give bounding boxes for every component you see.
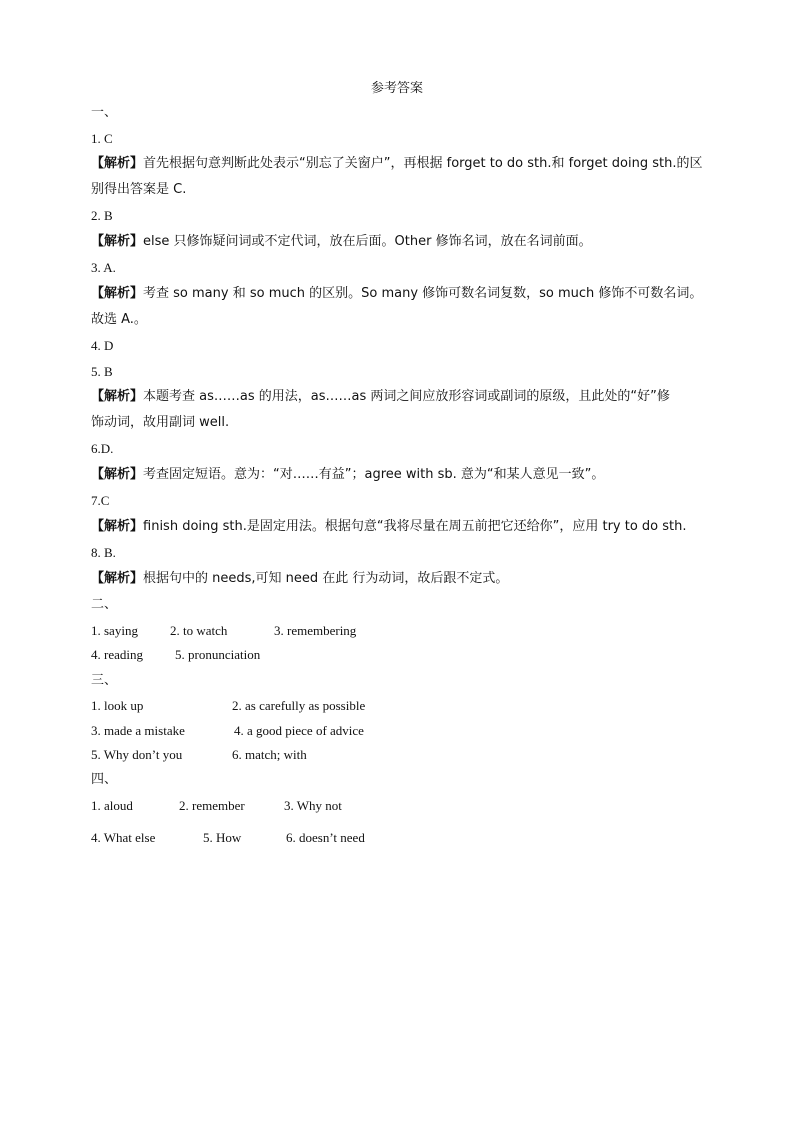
analysis-tag: 【解析】 bbox=[91, 286, 144, 301]
answer-4: 4. D bbox=[91, 338, 114, 353]
analysis-tag: 【解析】 bbox=[91, 389, 144, 404]
analysis-text: 本题考查 as……as 的用法，as……as 两词之间应放形容词或副词的原级，且此处的“好”修 bbox=[143, 389, 670, 404]
section-1-heading: 一、 bbox=[91, 105, 118, 120]
answer-cell: 2. as carefully as possible bbox=[232, 698, 366, 713]
analysis-1-continued: 别得出答案是 C. bbox=[91, 182, 187, 197]
analysis-tag: 【解析】 bbox=[91, 467, 144, 482]
analysis-tag: 【解析】 bbox=[91, 571, 144, 586]
analysis-7 bbox=[91, 518, 711, 536]
answer-cell: 3. made a mistake bbox=[91, 723, 185, 738]
answer-cell: 4. a good piece of advice bbox=[234, 723, 364, 738]
analysis-tag: 【解析】 bbox=[91, 519, 144, 534]
answer-3: 3. A. bbox=[91, 260, 116, 275]
analysis-3 bbox=[91, 285, 711, 303]
answer-cell: 5. pronunciation bbox=[175, 647, 261, 662]
analysis-8 bbox=[91, 570, 711, 588]
analysis-text: 考查 so many 和 so much 的区别。So many 修饰可数名词复数，so much 修饰不可数名词。 bbox=[143, 286, 703, 301]
page-title: 参考答案 bbox=[370, 81, 423, 96]
section-4-heading: 四、 bbox=[91, 772, 118, 787]
section-2-heading: 二、 bbox=[91, 597, 118, 612]
answer-1: 1. C bbox=[91, 131, 113, 146]
analysis-text: 考查固定短语。意为：“对……有益”；agree with sb. 意为“和某人意见一致”。 bbox=[143, 467, 605, 482]
analysis-5-continued: 饰动词，故用副词 well. bbox=[91, 415, 230, 430]
analysis-text: finish doing sth.是固定用法。根据句意“我将尽量在周五前把它还给你”，应用 try to do sth. bbox=[143, 519, 687, 534]
answer-cell: 1. look up bbox=[91, 698, 144, 713]
answer-cell: 3. remembering bbox=[274, 623, 357, 638]
analysis-3-continued: 故选 A.。 bbox=[91, 312, 147, 327]
analysis-5 bbox=[91, 388, 711, 406]
answer-8: 8. B. bbox=[91, 545, 116, 560]
answer-cell: 5. How bbox=[203, 830, 242, 845]
answer-cell: 1. saying bbox=[91, 623, 138, 638]
answer-cell: 4. What else bbox=[91, 830, 156, 845]
analysis-text: else 只修饰疑问词或不定代词，放在后面。Other 修饰名词，放在名词前面。 bbox=[143, 234, 592, 249]
answer-cell: 2. to watch bbox=[170, 623, 228, 638]
answer-6: 6.D. bbox=[91, 441, 114, 456]
answer-cell: 6. match; with bbox=[232, 747, 307, 762]
analysis-tag: 【解析】 bbox=[91, 156, 144, 171]
answer-cell: 3. Why not bbox=[284, 798, 342, 813]
answer-cell: 2. remember bbox=[179, 798, 245, 813]
analysis-1 bbox=[91, 155, 711, 173]
answer-cell: 4. reading bbox=[91, 647, 143, 662]
answer-cell: 5. Why don’t you bbox=[91, 747, 183, 762]
answer-7: 7.C bbox=[91, 493, 110, 508]
analysis-tag: 【解析】 bbox=[91, 234, 144, 249]
analysis-text: 根据句中的 needs,可知 need 在此 行为动词，故后跟不定式。 bbox=[143, 571, 509, 586]
answer-5: 5. B bbox=[91, 364, 113, 379]
analysis-6 bbox=[91, 466, 711, 484]
analysis-2 bbox=[91, 233, 711, 251]
section-3-heading: 三、 bbox=[91, 673, 118, 688]
analysis-text: 首先根据句意判断此处表示“别忘了关窗户”，再根据 forget to do sth.和 forget doing sth.的区 bbox=[143, 156, 703, 171]
answer-cell: 6. doesn’t need bbox=[286, 830, 365, 845]
answer-2: 2. B bbox=[91, 208, 113, 223]
answer-cell: 1. aloud bbox=[91, 798, 133, 813]
